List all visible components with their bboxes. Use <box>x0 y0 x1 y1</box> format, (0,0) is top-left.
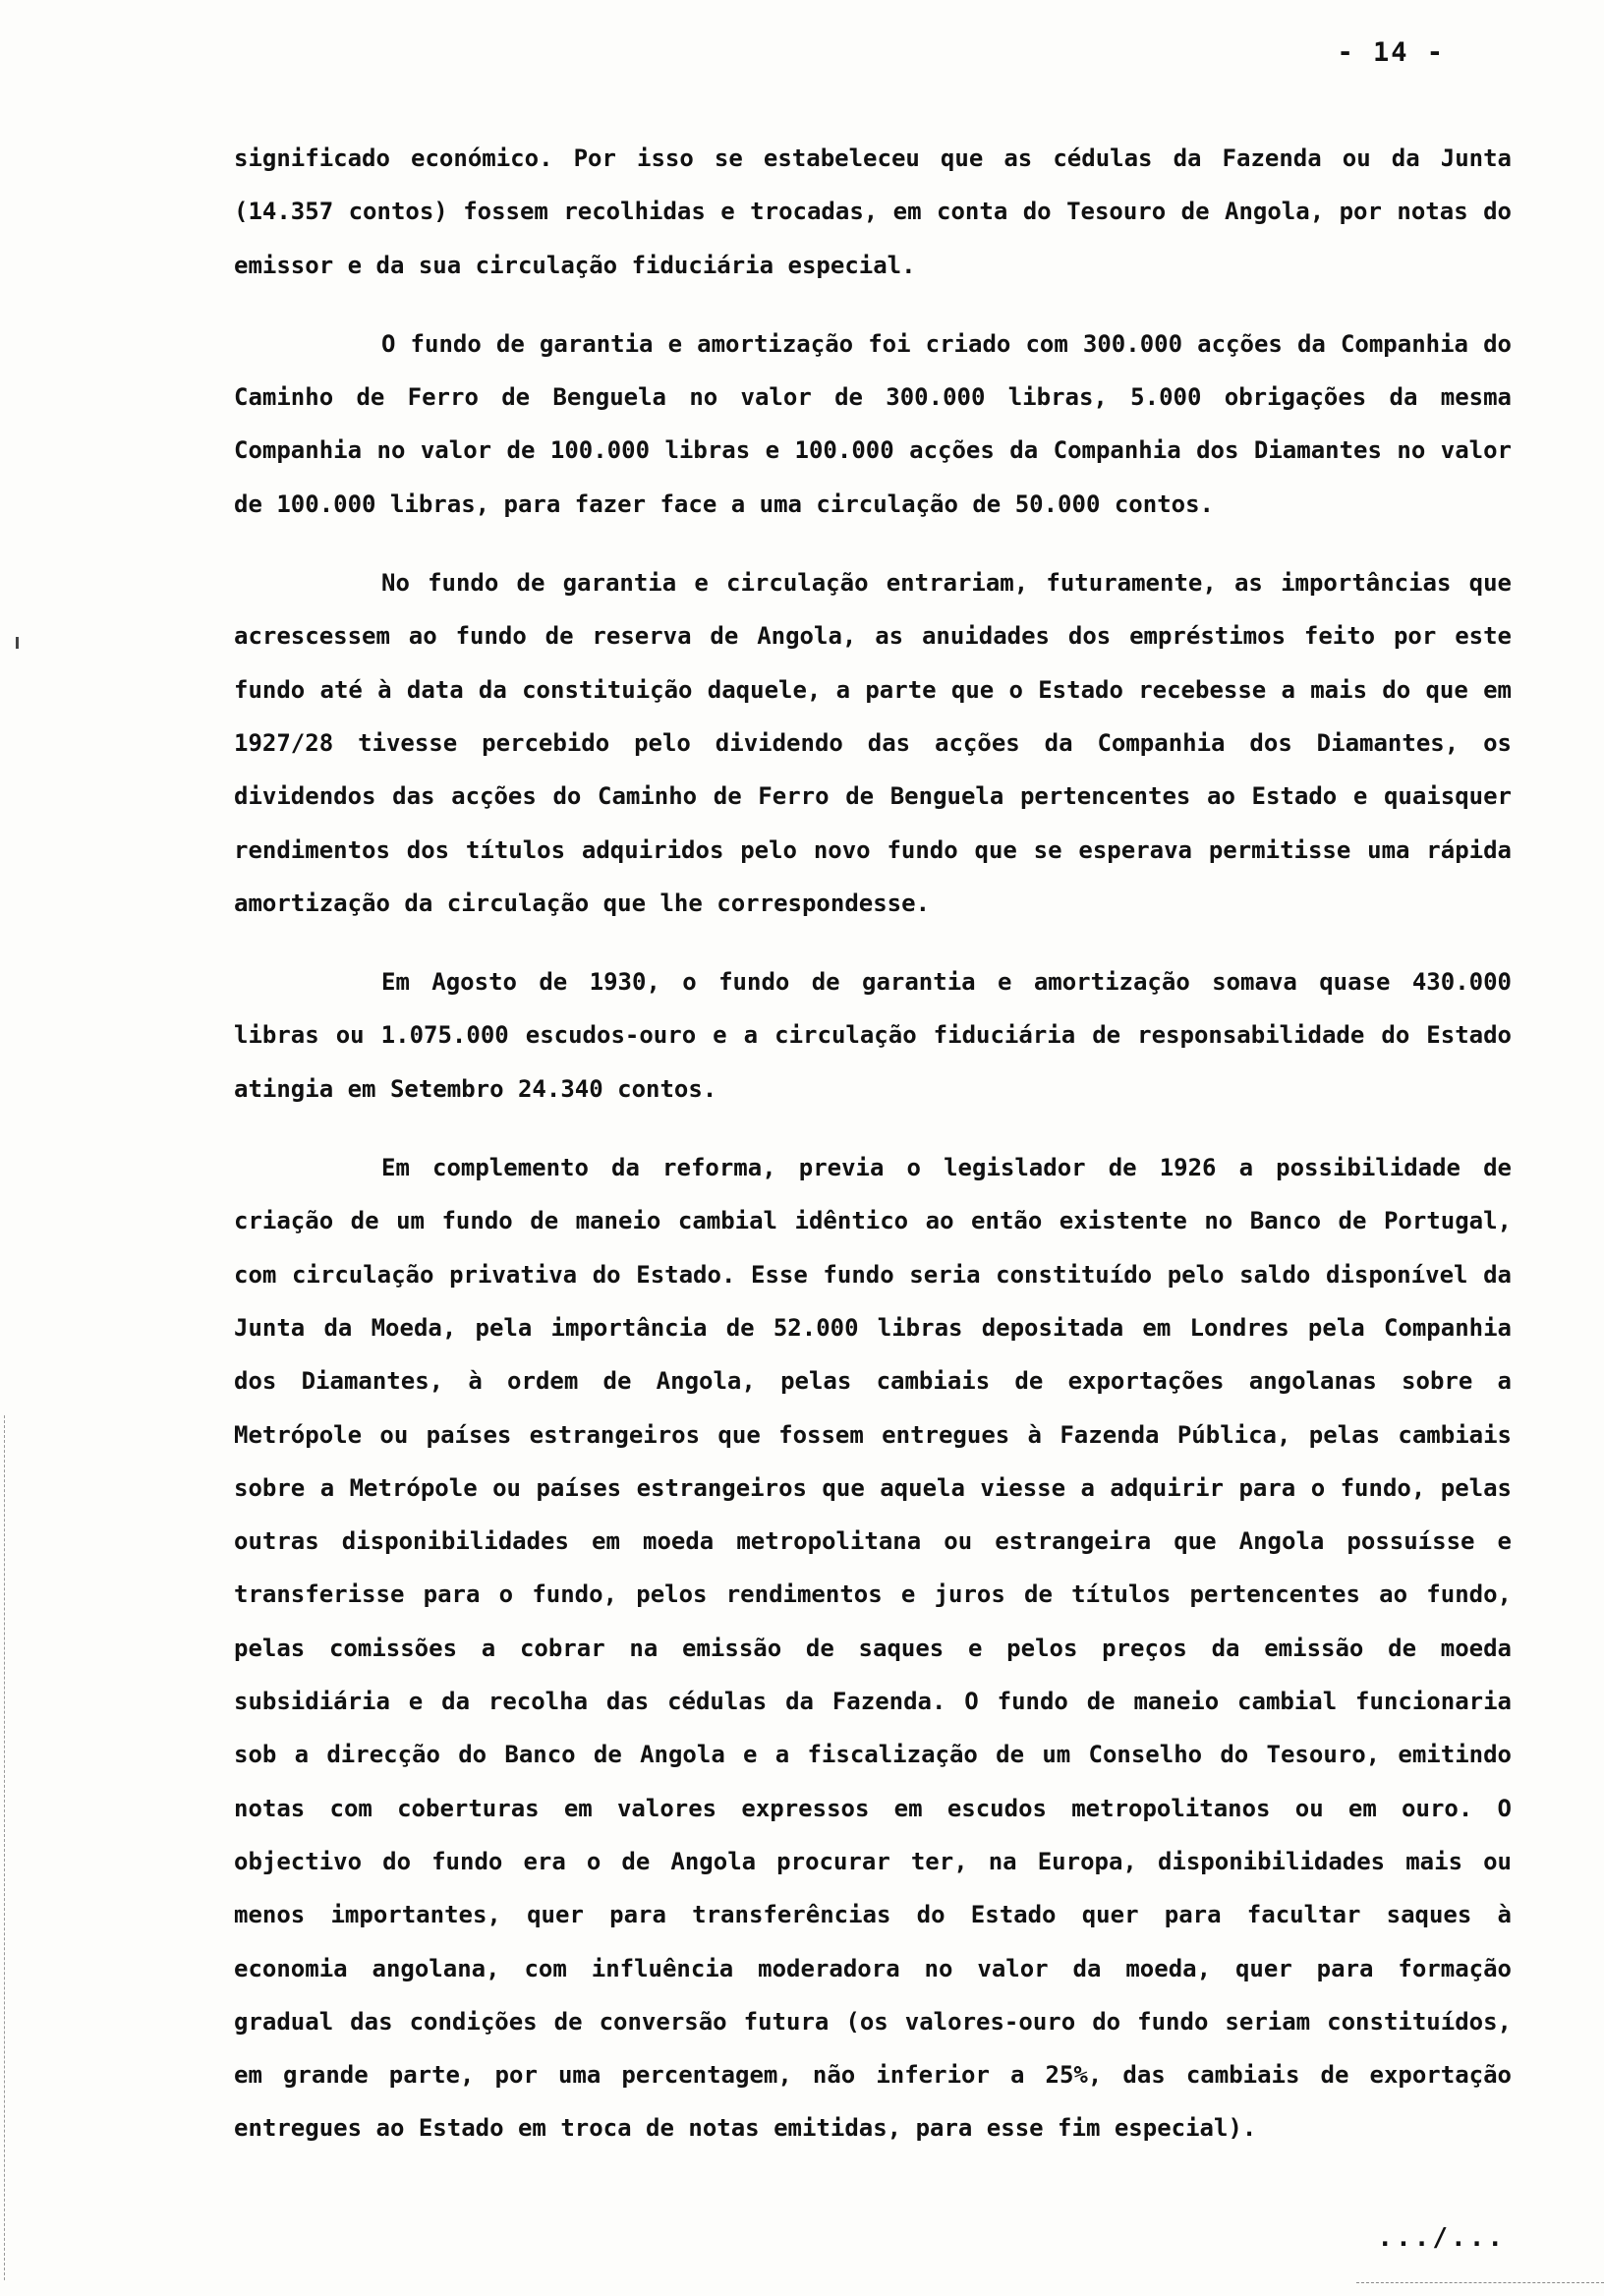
paragraph-2: O fundo de garantia e amortização foi criado com 300.000 acções da Companhia do Caminho de Ferro de Benguela no valor de 300.000 libras, 5.000 obrigações da mesma Companhia no valor de 100.000 libras e 100.000 acções da Companhia dos Diamantes no valor de 100.000 libras, para fazer face a uma circulação de 50.000 contos. <box>234 329 1512 518</box>
paragraph-3: No fundo de garantia e circulação entrariam, futuramente, as importâncias que acrescessem ao fundo de reserva de Angola, as anuidades dos empréstimos feito por este fundo até à data da constituição daquele, a parte que o Estado recebesse a mais do que em 1927/28 tivesse percebido pelo dividendo das acções da Companhia dos Diamantes, os dividendos das acções do Caminho de Ferro de Benguela pertencentes ao Estado e quaisquer rendimentos dos títulos adquiridos pelo novo fundo que se esperava permitisse uma rápida amortização da circulação que lhe correspondesse. <box>234 569 1512 917</box>
page-number: - 14 - <box>1337 37 1445 68</box>
continuation-mark: .../... <box>1377 2223 1506 2253</box>
scan-edge-line <box>4 1415 6 2280</box>
scan-bottom-line <box>1356 2282 1604 2284</box>
margin-mark <box>16 637 19 649</box>
paragraph-4: Em Agosto de 1930, o fundo de garantia e amortização somava quase 430.000 libras ou 1.075.000 escudos-ouro e a circulação fiduciária de responsabilidade do Estado atingia em Setembro 24.340 contos. <box>234 968 1512 1103</box>
paragraph-1: significado económico. Por isso se estabeleceu que as cédulas da Fazenda ou da Junta (14.357 contos) fossem recolhidas e trocadas, em conta do Tesouro de Angola, por notas do emissor e da sua circulação fiduciária especial. <box>234 144 1512 279</box>
body-text <box>234 132 1512 2181</box>
paragraph-5: Em complemento da reforma, previa o legislador de 1926 a possibilidade de criação de um fundo de maneio cambial idêntico ao então existente no Banco de Portugal, com circulação privativa do Estado. Esse fundo seria constituído pelo saldo disponível da Junta da Moeda, pela importância de 52.000 libras depositada em Londres pela Companhia dos Diamantes, à ordem de Angola, pelas cambiais de exportações angolanas sobre a Metrópole ou países estrangeiros que fossem entregues à Fazenda Pública, pelas cambiais sobre a Metrópole ou países estrangeiros que aquela viesse a adquirir para o fundo, pelas outras disponibilidades em moeda metropolitana ou estrangeira que Angola possuísse e transferisse para o fundo, pelos rendimentos e juros de títulos pertencentes ao fundo, pelas comissões a cobrar na emissão de saques e pelos preços da emissão de moeda subsidiária e da recolha das cédulas da Fazenda. O fundo de maneio cambial funcionaria sob a direcção do Banco de Angola e a fiscalização de um Conselho do Tesouro, emitindo notas com coberturas em valores expressos em escudos metropolitanos ou em ouro. O objectivo do fundo era o de Angola procurar ter, na Europa, disponibilidades mais ou menos importantes, quer para transferências do Estado quer para facultar saques à economia angolana, com influência moderadora no valor da moeda, quer para formação gradual das condições de conversão futura (os valores-ouro do fundo seriam constituídos, em grande parte, por uma percentagem, não inferior a 25%, das cambiais de exportação entregues ao Estado em troca de notas emitidas, para esse fim especial). <box>234 1154 1512 2143</box>
